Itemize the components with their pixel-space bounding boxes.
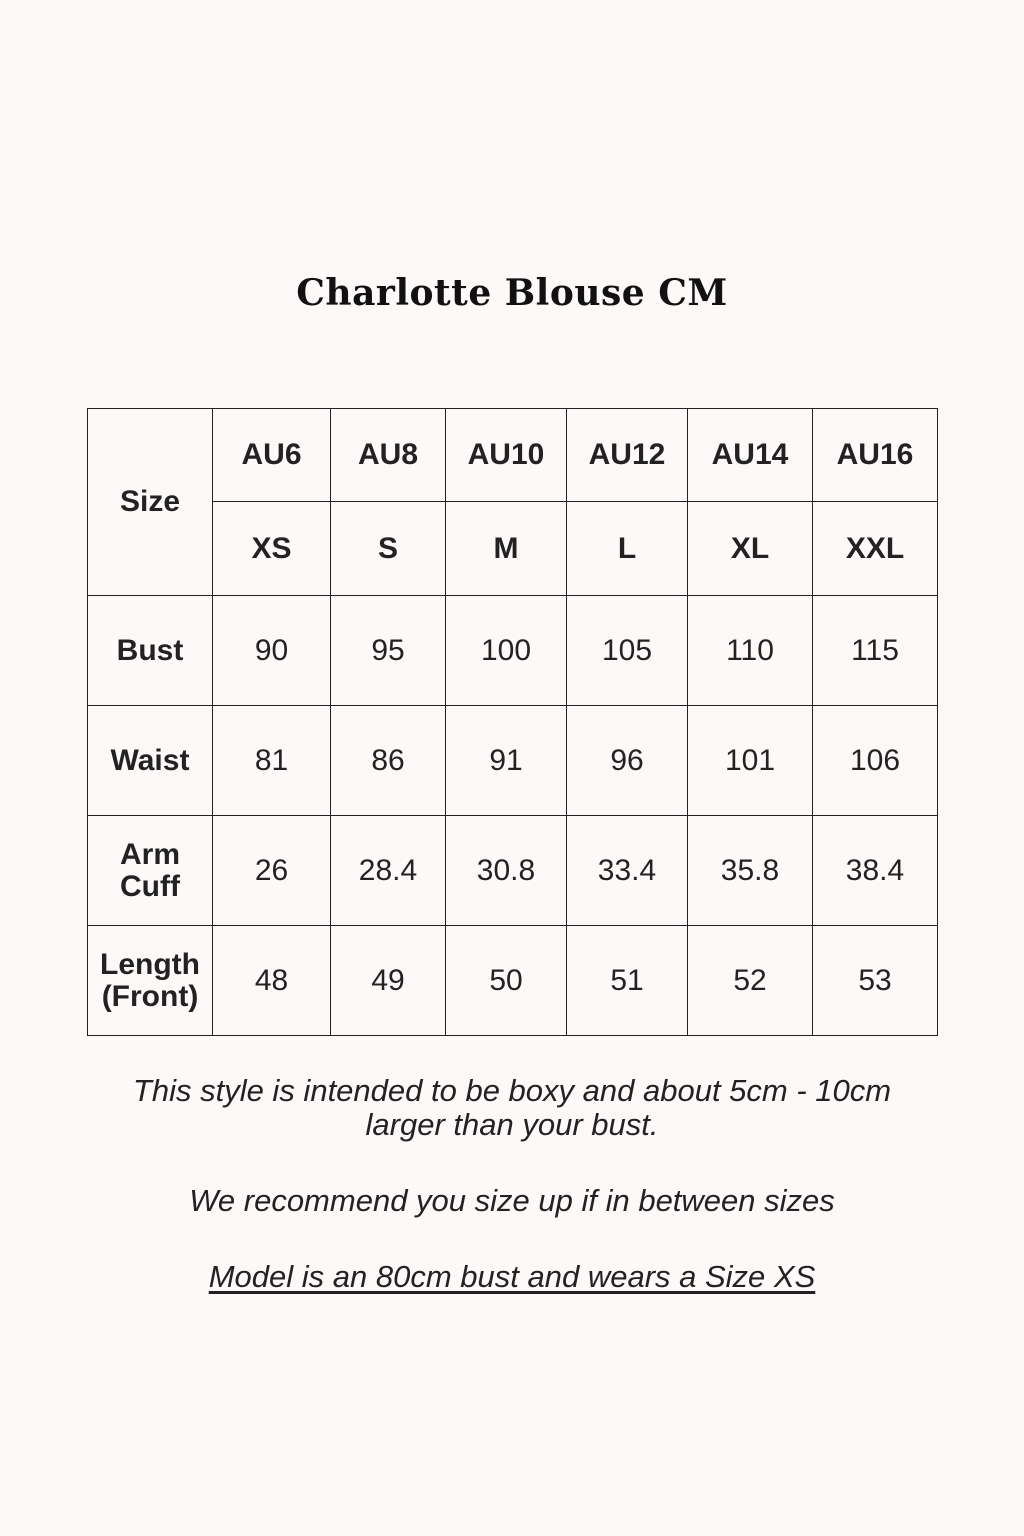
measurement-cell: 95	[331, 596, 446, 706]
au-size-header: AU12	[567, 409, 688, 502]
measurement-cell: 105	[567, 596, 688, 706]
measurement-cell: 38.4	[813, 816, 938, 926]
header-row-au	[88, 409, 938, 502]
header-row-letter	[88, 502, 938, 596]
measurement-cell: 110	[688, 596, 813, 706]
au-size-header: AU8	[331, 409, 446, 502]
measurement-cell: 86	[331, 706, 446, 816]
measurement-cell: 106	[813, 706, 938, 816]
measurement-cell: 50	[446, 926, 567, 1036]
measurement-cell: 91	[446, 706, 567, 816]
measurement-cell: 53	[813, 926, 938, 1036]
measurement-cell: 30.8	[446, 816, 567, 926]
model-info-text: Model is an 80cm bust and wears a Size XS	[208, 1259, 816, 1294]
letter-size-header: L	[567, 502, 688, 596]
measurement-cell: 26	[213, 816, 331, 926]
measurement-cell: 35.8	[688, 816, 813, 926]
measurement-cell: 28.4	[331, 816, 446, 926]
table-row-arm-cuff	[88, 816, 938, 926]
measurement-cell: 48	[213, 926, 331, 1036]
au-size-header: AU14	[688, 409, 813, 502]
row-label-line: Bust	[116, 633, 184, 667]
row-label-bust	[88, 596, 213, 706]
row-label-line: (Front)	[101, 979, 199, 1013]
measurement-cell: 49	[331, 926, 446, 1036]
size-corner-label: Size	[88, 409, 213, 596]
fit-note-line: larger than your bust.	[365, 1107, 659, 1142]
row-label-waist	[88, 706, 213, 816]
letter-size-header: M	[446, 502, 567, 596]
measurement-cell: 115	[813, 596, 938, 706]
fit-note	[0, 1074, 1024, 1142]
measurement-cell: 81	[213, 706, 331, 816]
au-size-header: AU16	[813, 409, 938, 502]
row-label-line: Length	[100, 947, 200, 981]
row-label-arm-cuff	[88, 816, 213, 926]
measurement-cell: 100	[446, 596, 567, 706]
page-title: Charlotte Blouse CM	[296, 272, 728, 314]
measurement-cell: 52	[688, 926, 813, 1036]
size-chart-table	[87, 408, 938, 1036]
size-recommendation-note: We recommend you size up if in between sizes	[189, 1183, 835, 1218]
measurement-cell: 101	[688, 706, 813, 816]
table-row-waist	[88, 706, 938, 816]
measurement-cell: 90	[213, 596, 331, 706]
row-label-line: Arm	[119, 837, 180, 871]
au-size-header: AU10	[446, 409, 567, 502]
letter-size-header: XXL	[813, 502, 938, 596]
table-row-bust	[88, 596, 938, 706]
row-label-length-front	[88, 926, 213, 1036]
measurement-cell: 51	[567, 926, 688, 1036]
row-label-line: Cuff	[120, 869, 180, 903]
letter-size-header: S	[331, 502, 446, 596]
au-size-header: AU6	[213, 409, 331, 502]
fit-note-line: This style is intended to be boxy and about 5cm - 10cm	[132, 1073, 892, 1108]
letter-size-header: XL	[688, 502, 813, 596]
letter-size-header: XS	[213, 502, 331, 596]
measurement-cell: 33.4	[567, 816, 688, 926]
row-label-line: Waist	[110, 743, 190, 777]
table-row-length-front	[88, 926, 938, 1036]
model-info-note	[0, 1259, 1024, 1295]
measurement-cell: 96	[567, 706, 688, 816]
